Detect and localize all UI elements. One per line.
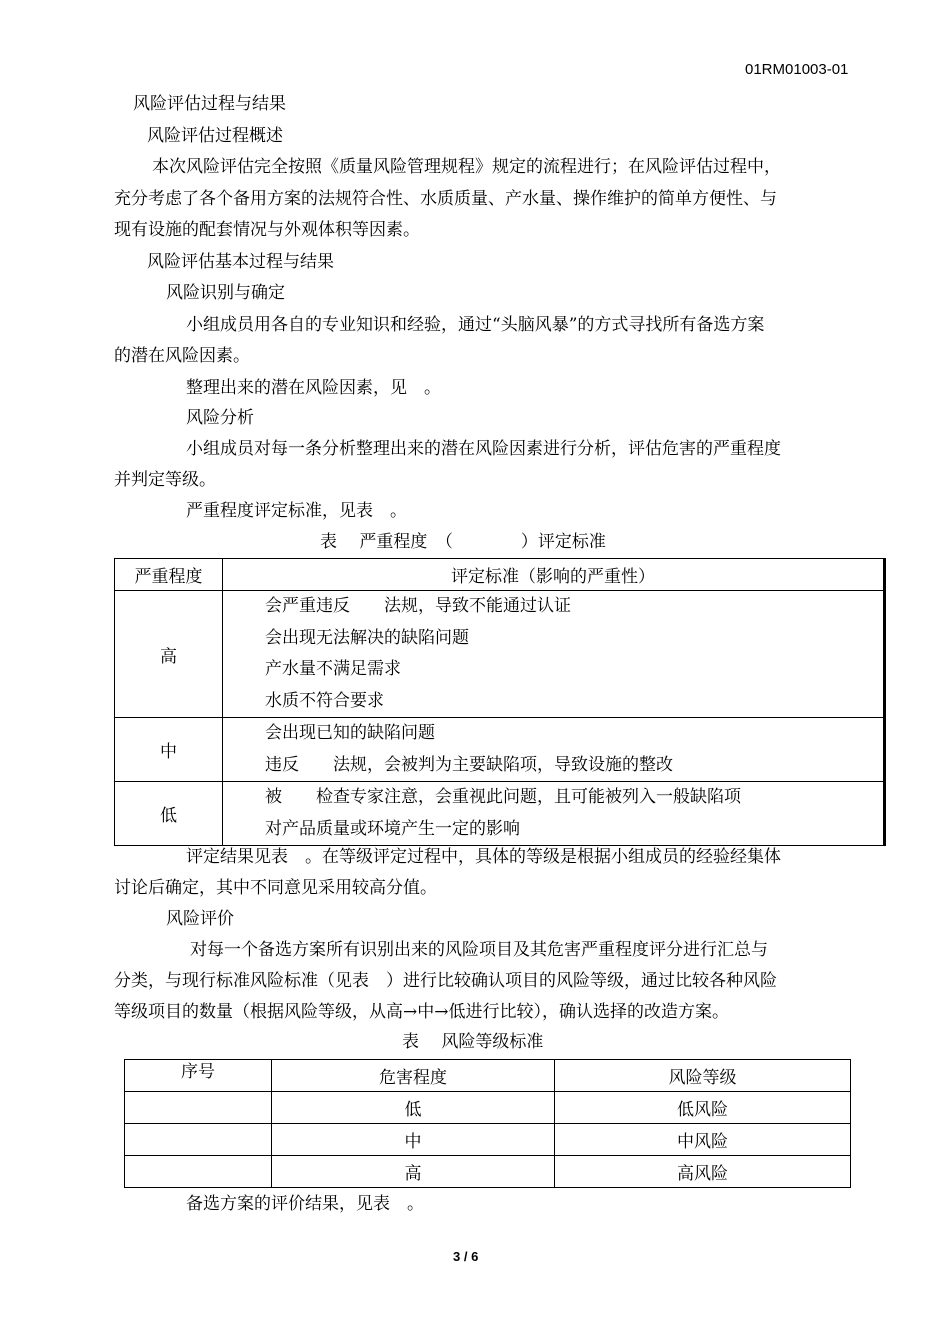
severity-table xyxy=(114,558,886,846)
paragraph-line: 严重程度评定标准，见表 。 xyxy=(186,501,407,521)
table1-caption: 表 严重程度 （ ）评定标准 xyxy=(320,532,606,552)
table2-header-hazard: 危害程度 xyxy=(272,1060,555,1092)
table2-header-risk: 风险等级 xyxy=(555,1060,851,1092)
risk-cell: 中风险 xyxy=(555,1124,851,1156)
table-row xyxy=(125,1156,851,1188)
criteria-item: 会出现已知的缺陷问题 xyxy=(265,723,435,743)
paragraph-line: 评定结果见表 。在等级评定过程中，具体的等级是根据小组成员的经验经集体 xyxy=(186,847,781,867)
criteria-item: 违反 法规，会被判为主要缺陷项，导致设施的整改 xyxy=(265,754,673,775)
subsection-heading-overview: 风险评估过程概述 xyxy=(147,126,283,146)
severity-level-medium: 中 xyxy=(115,718,223,782)
table2-caption: 表 风险等级标准 xyxy=(402,1032,544,1052)
table-row xyxy=(125,1092,851,1124)
criteria-item: 水质不符合要求 xyxy=(265,690,384,711)
risk-level-table xyxy=(124,1059,851,1188)
paragraph-line: 对每一个备选方案所有识别出来的风险项目及其危害严重程度评分进行汇总与 xyxy=(190,940,768,960)
hazard-cell: 高 xyxy=(272,1156,555,1188)
paragraph-line: 小组成员用各自的专业知识和经验，通过“头脑风暴”的方式寻找所有备选方案 xyxy=(186,315,765,335)
heading-risk-identification: 风险识别与确定 xyxy=(166,283,285,303)
document-code: 01RM01003-01 xyxy=(745,61,849,78)
hazard-cell: 低 xyxy=(272,1092,555,1124)
criteria-item: 会出现无法解决的缺陷问题 xyxy=(265,627,469,648)
paragraph-line: 等级项目的数量（根据风险等级，从高→中→低进行比较），确认选择的改造方案。 xyxy=(114,1002,729,1022)
paragraph-line: 本次风险评估完全按照《质量风险管理规程》规定的流程进行；在风险评估过程中， xyxy=(152,157,781,177)
paragraph-line: 的潜在风险因素。 xyxy=(114,346,250,366)
page-number: 3 / 6 xyxy=(453,1249,479,1264)
risk-cell: 高风险 xyxy=(555,1156,851,1188)
paragraph-line: 讨论后确定，其中不同意见采用较高分值。 xyxy=(114,878,437,898)
heading-risk-analysis: 风险分析 xyxy=(186,408,254,428)
criteria-item: 对产品质量或环境产生一定的影响 xyxy=(265,818,520,839)
row-number xyxy=(125,1124,272,1156)
section-heading: 风险评估过程与结果 xyxy=(133,94,286,114)
paragraph-line: 小组成员对每一条分析整理出来的潜在风险因素进行分析，评估危害的严重程度 xyxy=(186,439,781,459)
row-number xyxy=(125,1156,272,1188)
paragraph-line: 现有设施的配套情况与外观体积等因素。 xyxy=(114,220,420,240)
criteria-item: 被 检查专家注意，会重视此问题，且可能被列入一般缺陷项 xyxy=(265,787,741,807)
paragraph-line: 备选方案的评价结果，见表 。 xyxy=(186,1194,424,1214)
paragraph-line: 整理出来的潜在风险因素，见 。 xyxy=(186,378,441,398)
table-row xyxy=(125,1124,851,1156)
heading-risk-evaluation: 风险评价 xyxy=(166,909,234,929)
paragraph-line: 充分考虑了各个备用方案的法规符合性、水质质量、产水量、操作维护的简单方便性、与 xyxy=(114,189,777,209)
table1-header-criteria: 评定标准（影响的严重性） xyxy=(223,559,885,591)
severity-level-low: 低 xyxy=(115,782,223,846)
subsection-heading-basic: 风险评估基本过程与结果 xyxy=(147,252,334,272)
paragraph-line: 分类，与现行标准风险标准（见表 ）进行比较确认项目的风险等级，通过比较各种风险 xyxy=(114,971,777,991)
criteria-item: 产水量不满足需求 xyxy=(265,659,401,679)
table1-header-level: 严重程度 xyxy=(115,559,223,591)
criteria-item: 会严重违反 法规，导致不能通过认证 xyxy=(265,596,571,616)
paragraph-line: 并判定等级。 xyxy=(114,470,216,490)
table2-header-no: 序号 xyxy=(125,1060,272,1092)
row-number xyxy=(125,1092,272,1124)
severity-level-high: 高 xyxy=(115,591,223,718)
risk-cell: 低风险 xyxy=(555,1092,851,1124)
hazard-cell: 中 xyxy=(272,1124,555,1156)
